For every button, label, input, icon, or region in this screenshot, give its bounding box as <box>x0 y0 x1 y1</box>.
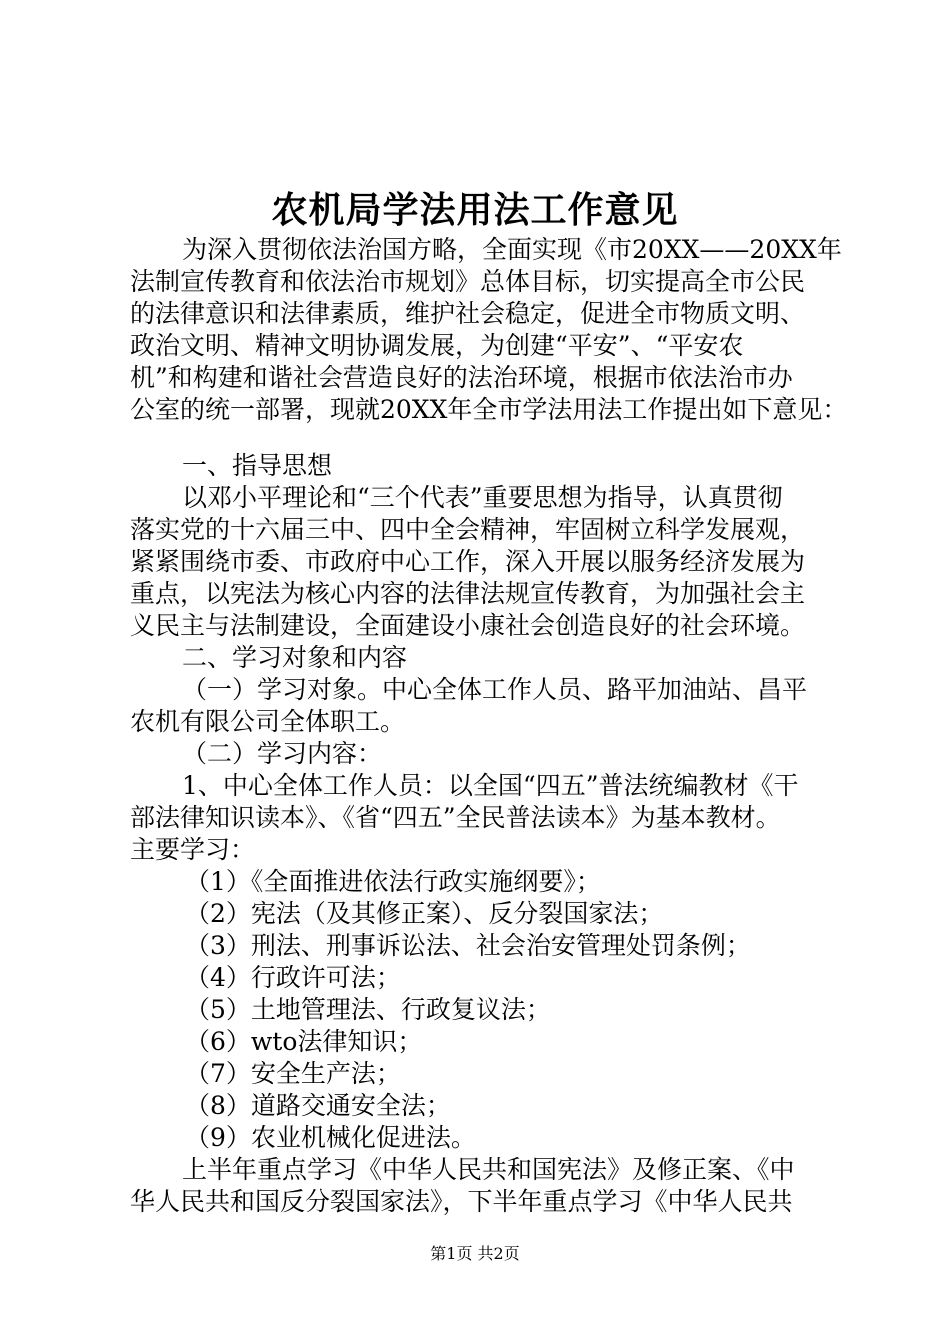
paragraph-line: 农机有限公司全体职工。 <box>130 707 406 736</box>
paragraph-line: 华人民共和国反分裂国家法》，下半年重点学习《中华人民共 <box>130 1187 793 1216</box>
list-item: （4）行政许可法； <box>185 963 401 992</box>
paragraph-gap <box>130 426 840 450</box>
list-item: （2）宪法（及其修正案）、反分裂国家法； <box>185 899 664 928</box>
list-item: （3）刑法、刑事诉讼法、社会治安管理处罚条例； <box>185 931 751 960</box>
paragraph-line: 政治文明、精神文明协调发展，为创建“平安”、“平安农 <box>130 331 744 360</box>
paragraph-line: 的法律意识和法律素质，维护社会稳定，促进全市物质文明、 <box>130 299 806 328</box>
paragraph-line: 以邓小平理论和“三个代表”重要思想为指导，认真贯彻 <box>182 483 783 512</box>
paragraph-line: 公室的统一部署，现就20XX年全市学法用法工作提出如下意见： <box>130 395 848 424</box>
list-item: （8）道路交通安全法； <box>185 1091 451 1120</box>
paragraph-line: 1、中心全体工作人员：以全国“四五”普法统编教材《干 <box>182 771 799 800</box>
section-heading: 一、指导思想 <box>182 451 333 480</box>
paragraph-line: 落实党的十六届三中、四中全会精神，牢固树立科学发展观， <box>130 515 806 544</box>
paragraph-line: 主要学习： <box>130 835 256 864</box>
paragraph-line: 部法律知识读本》、《省“四五”全民普法读本》为基本教材。 <box>130 803 781 832</box>
paragraph-line: 紧紧围绕市委、市政府中心工作，深入开展以服务经济发展为 <box>130 547 806 576</box>
paragraph-line: 法制宣传教育和依法治市规划》总体目标，切实提高全市公民 <box>130 267 806 296</box>
list-item: （1）《全面推进依法行政实施纲要》； <box>185 867 601 896</box>
list-item: （5）土地管理法、行政复议法； <box>185 995 551 1024</box>
paragraph-line: （一）学习对象。中心全体工作人员、路平加油站、昌平 <box>182 675 808 704</box>
paragraph-line: 重点，以宪法为核心内容的法律法规宣传教育，为加强社会主 <box>130 579 806 608</box>
page-number-footer: 第1页 共2页 <box>430 1244 520 1263</box>
list-item: （6）wto法律知识； <box>185 1027 423 1056</box>
section-heading: 二、学习对象和内容 <box>182 643 408 672</box>
document-title: 农机局学法用法工作意见 <box>271 189 679 231</box>
paragraph-line: 机”和构建和谐社会营造良好的法治环境，根据市依法治市办 <box>130 363 793 392</box>
paragraph-line: 义民主与法制建设，全面建设小康社会创造良好的社会环境。 <box>130 611 806 640</box>
list-item: （7）安全生产法； <box>185 1059 401 1088</box>
paragraph-line: 为深入贯彻依法治国方略，全面实现《市20XX——20XX年 <box>182 235 842 264</box>
subsection-heading: （二）学习内容： <box>182 739 383 768</box>
document-body <box>130 234 848 1218</box>
list-item: （9）农业机械化促进法。 <box>185 1123 476 1152</box>
paragraph-line: 上半年重点学习《中华人民共和国宪法》及修正案、《中 <box>182 1155 795 1184</box>
